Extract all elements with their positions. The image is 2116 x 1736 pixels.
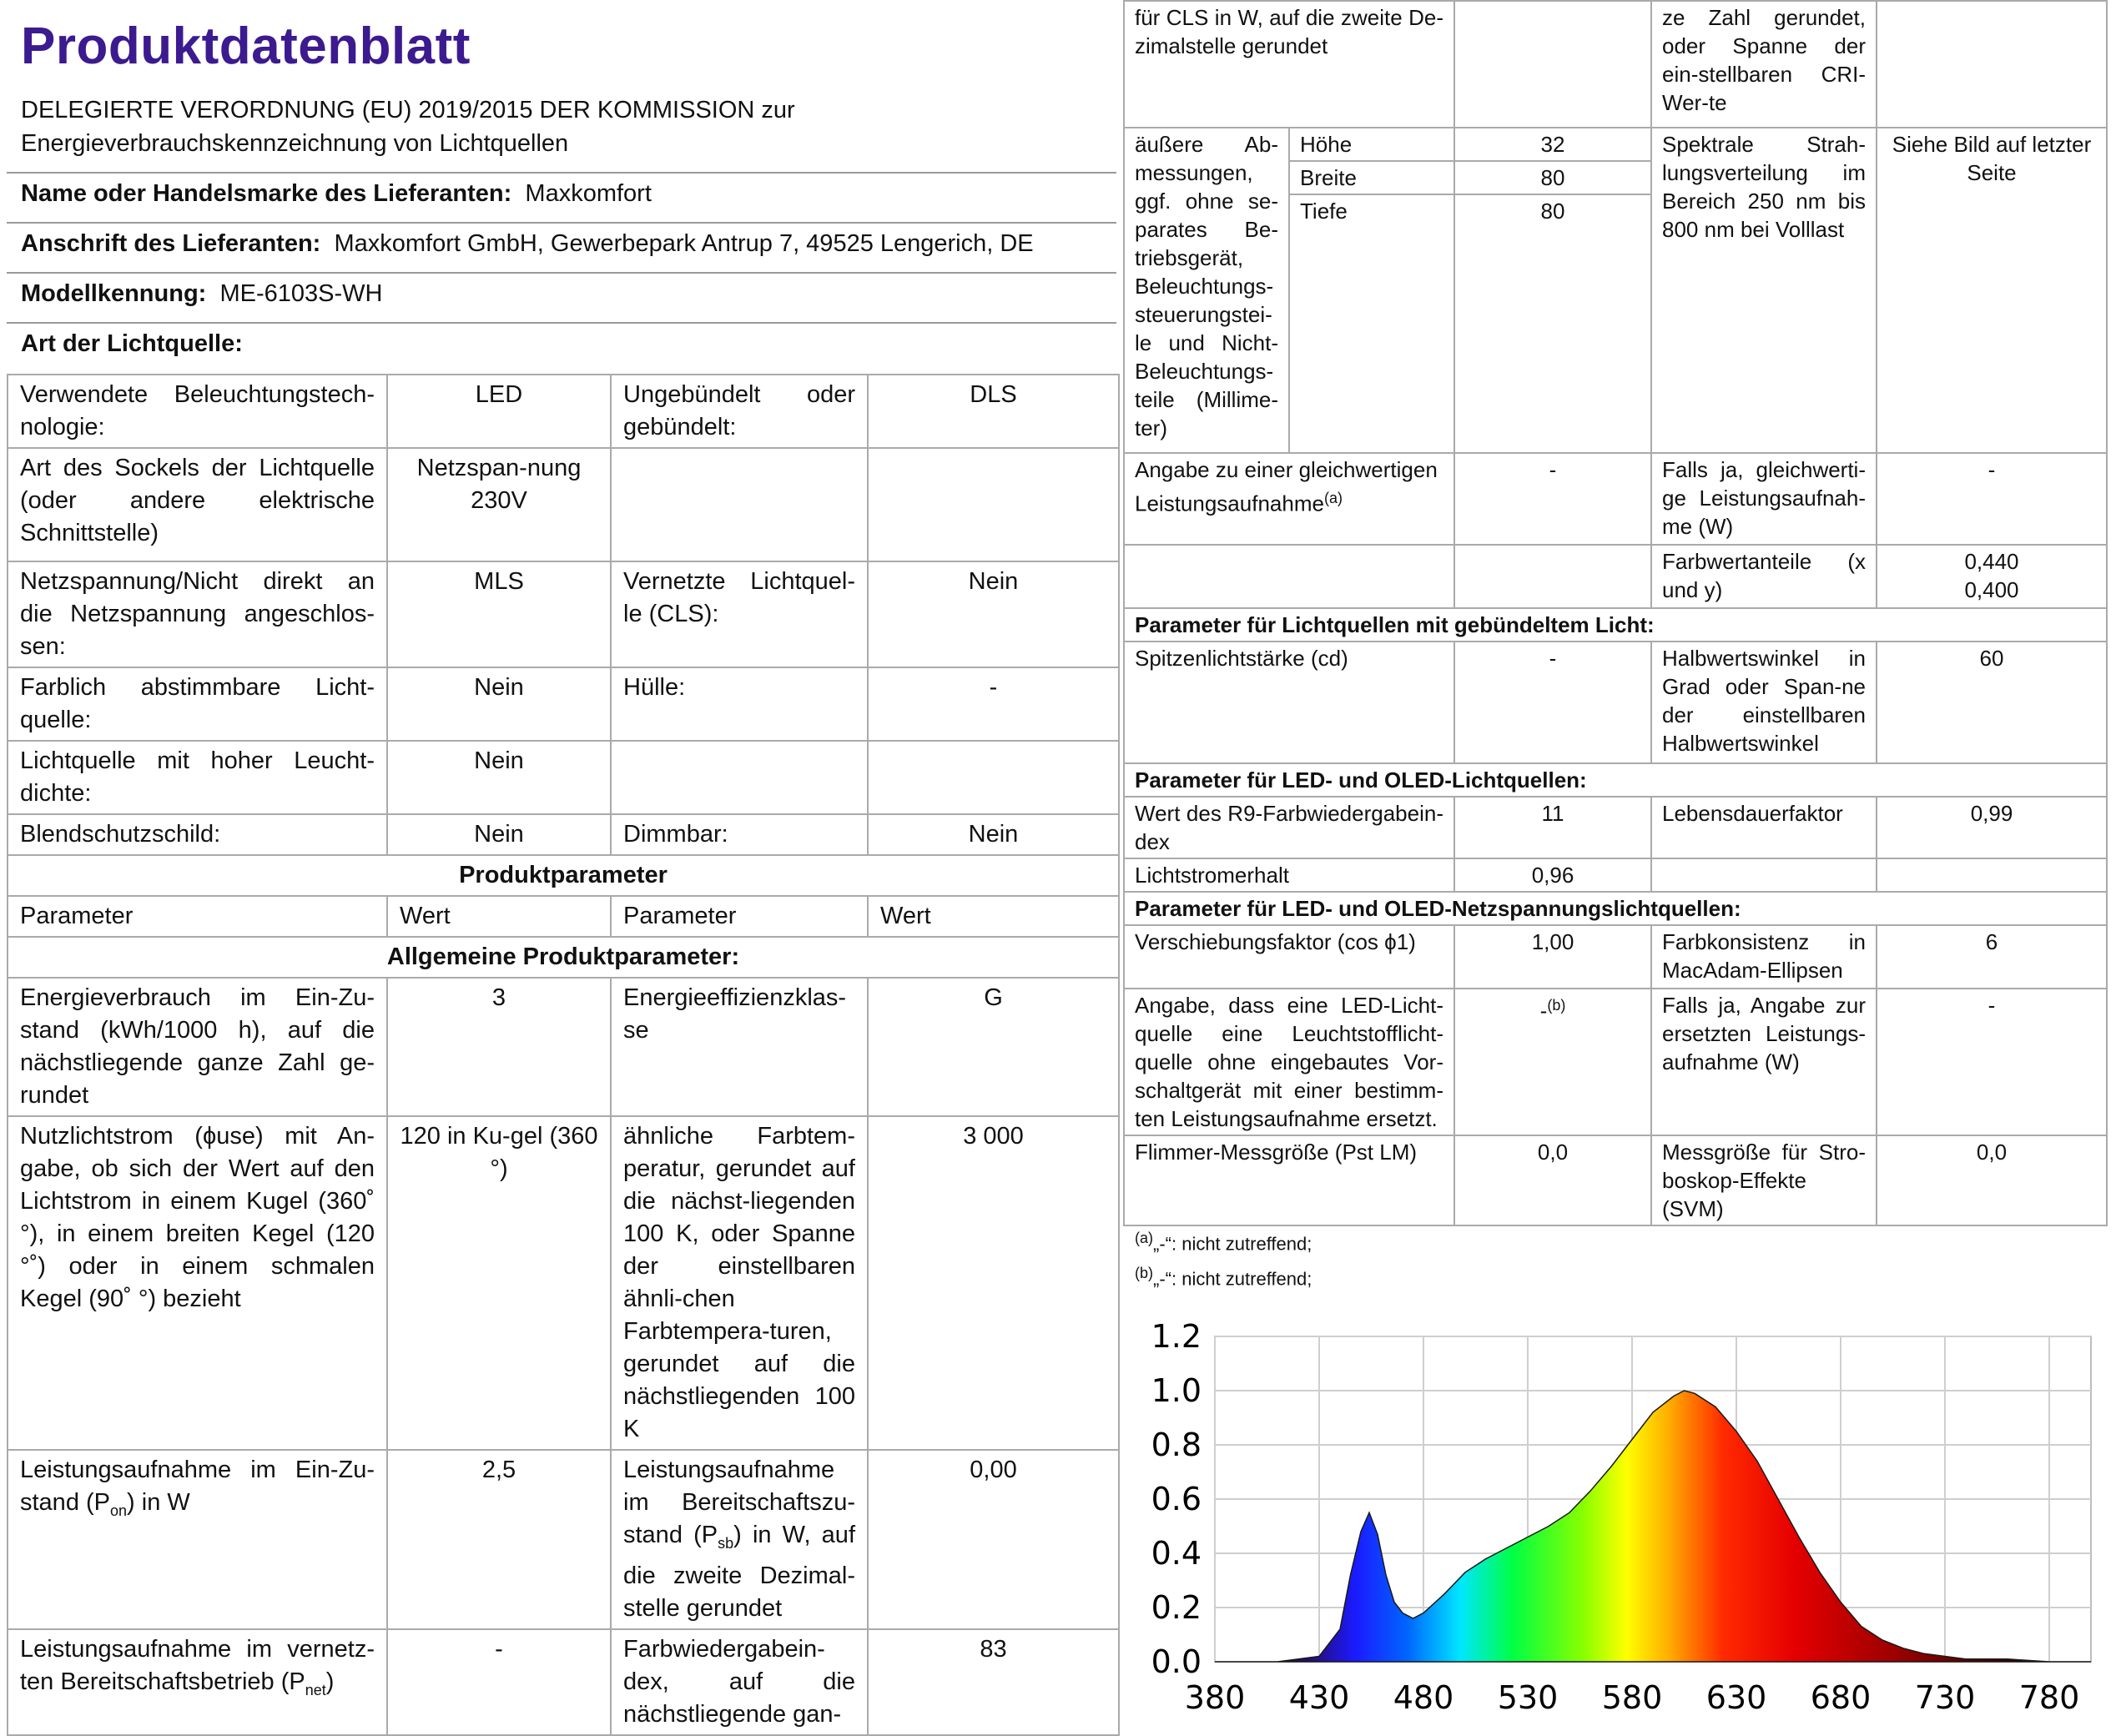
spectrum-area	[1215, 1391, 2091, 1662]
footnote-marker: (b)	[1135, 1265, 1153, 1281]
cell: 0,0	[1877, 1135, 2107, 1225]
table-row	[1124, 453, 2107, 545]
cell: 1,00	[1454, 925, 1651, 989]
cell: -	[1454, 642, 1651, 763]
footnote-b	[1135, 1265, 1312, 1290]
table-row	[8, 1116, 1119, 1450]
cell: 3 000	[868, 1116, 1119, 1450]
footnote-text: „-“: nicht zutreffend;	[1153, 1233, 1312, 1255]
cell: Verwendete Beleuchtungstech-nologie:	[8, 375, 387, 448]
footnote-marker: (a)	[1135, 1230, 1153, 1246]
cell: Netzspannung/Nicht direkt an die Netzspannung angeschlos-sen:	[8, 561, 387, 667]
section-heading: Parameter für LED- und OLED-Netzspannungslichtquellen:	[1124, 892, 2107, 925]
cell	[1454, 1, 1651, 128]
cell	[1454, 989, 1651, 1135]
table-row	[1124, 545, 2107, 608]
cell: Siehe Bild auf letzter Seite	[1877, 128, 2107, 453]
cell: Messgröße für Stro-boskop-Effekte (SVM)	[1651, 1135, 1877, 1225]
y-tick-label: 0.0	[1151, 1643, 1202, 1680]
y-tick-label: 0.6	[1151, 1481, 1202, 1517]
table-row	[8, 1450, 1119, 1629]
cell: Nein	[387, 741, 611, 814]
table-row	[1124, 128, 2107, 161]
cell: 120 in Ku-gel (360 °)	[387, 1116, 611, 1450]
cell: Nein	[387, 814, 611, 855]
left-parameter-table	[7, 374, 1120, 1736]
cell: Tiefe	[1289, 194, 1454, 453]
x-tick-label: 530	[1497, 1679, 1559, 1716]
supplier-row	[21, 177, 652, 210]
cell: Lichtquelle mit hoher Leucht-dichte:	[8, 741, 387, 814]
cell: Energieverbrauch im Ein-Zu-stand (kWh/1000 h), auf die nächstliegende ganze Zahl ge-rundet	[8, 978, 387, 1116]
table-row	[1124, 608, 2107, 642]
cell	[1877, 858, 2107, 892]
table-row	[1124, 925, 2107, 989]
cell: Spektrale Strah-lungsverteilung im Bereich 250 nm bis 800 nm bei Volllast	[1651, 128, 1877, 453]
address-value: Maxkomfort GmbH, Gewerbepark Antrup 7, 49525 Lengerich, DE	[334, 230, 1034, 257]
cell: Dimmbar:	[611, 814, 868, 855]
cell: LED	[387, 375, 611, 448]
cell-text: )	[325, 1668, 335, 1695]
table-row	[1124, 1, 2107, 128]
cell: für CLS in W, auf die zweite De-zimalstelle gerundet	[1124, 1, 1454, 128]
cell: ze Zahl gerundet, oder Spanne der ein-stellbaren CRI-Wer-te	[1651, 1, 1877, 128]
cell	[1124, 453, 1454, 545]
column-header: Parameter	[611, 896, 868, 937]
cell	[1124, 545, 1454, 608]
x-tick-label: 380	[1184, 1679, 1246, 1716]
column-header: Wert	[868, 896, 1119, 937]
cell	[1454, 545, 1651, 608]
cell: 3	[387, 978, 611, 1116]
cell	[8, 1629, 387, 1735]
cell: Nein	[868, 814, 1119, 855]
cell: Nein	[387, 667, 611, 741]
cell-text: ) in W, auf die zweite Dezimal-stelle gerundet	[623, 1522, 855, 1622]
section-heading: Parameter für LED- und OLED-Lichtquellen:	[1124, 763, 2107, 797]
cell: 80	[1454, 194, 1651, 453]
cell-text: Angabe zu einer gleichwertigen Leistungsaufnahme	[1135, 457, 1438, 516]
divider	[7, 172, 1116, 174]
cell: 83	[868, 1629, 1119, 1735]
cell: Farbwertanteile (x und y)	[1651, 545, 1877, 608]
cell: Nutzlichtstrom (ϕuse) mit An-gabe, ob sich der Wert auf den Lichtstrom in einem Kugel (360˚ °), in einem breiten Kegel (120 °˚) oder in einem schmalen Kegel (90˚ °) bezieht	[8, 1116, 387, 1450]
cell: Ungebündelt oder gebündelt:	[611, 375, 868, 448]
cell: Blendschutzschild:	[8, 814, 387, 855]
cell: Vernetzte Lichtquel-le (CLS):	[611, 561, 868, 667]
cell-text: -	[1539, 998, 1548, 1024]
cell: Energieeffizienzklas-se	[611, 978, 868, 1116]
cell: Farbwiedergabein-dex, auf die nächstliegende gan-	[611, 1629, 868, 1735]
x-tick-label: 680	[1810, 1679, 1872, 1716]
cell: Netzspan-nung 230V	[387, 448, 611, 561]
cell: Angabe, dass eine LED-Licht-quelle eine Leuchtstofflicht-quelle ohne eingebautes Vor-schaltgerät mit einer bestimm-ten Leistungsaufnahme ersetzt.	[1124, 989, 1454, 1135]
y-tick-label: 1.0	[1151, 1372, 1202, 1409]
supplier-value: Maxkomfort	[525, 180, 652, 207]
x-tick-label: 630	[1705, 1679, 1767, 1716]
cell: Farblich abstimmbare Licht-quelle:	[8, 667, 387, 741]
cell: 11	[1454, 797, 1651, 858]
footnote-ref: (b)	[1547, 997, 1566, 1014]
divider	[7, 322, 1116, 324]
cell: -	[868, 667, 1119, 741]
cell	[868, 741, 1119, 814]
dimensions-label: äußere Ab-messungen, ggf. ohne se-parates Be-triebsgerät, Beleuchtungs-steuerungstei-le und Nicht-Beleuchtungs-teile (Millime-ter)	[1124, 128, 1289, 453]
table-row	[8, 375, 1119, 448]
spectral-distribution-chart	[1123, 1310, 2116, 1717]
model-label: Modellkennung:	[21, 280, 207, 307]
cell: DLS	[868, 375, 1119, 448]
cell: Höhe	[1289, 128, 1454, 161]
table-row	[8, 667, 1119, 741]
cell: Art des Sockels der Lichtquelle (oder andere elektrische Schnittstelle)	[8, 448, 387, 561]
cell	[868, 448, 1119, 561]
y-tick-label: 0.4	[1151, 1535, 1202, 1572]
cell-text: Leistungsaufnahme im vernetz-ten Bereitschaftsbetrieb (P	[20, 1635, 375, 1695]
cell	[8, 1450, 387, 1629]
table-row	[8, 855, 1119, 896]
table-row	[1124, 763, 2107, 797]
supplier-label: Name oder Handelsmarke des Lieferanten:	[21, 180, 512, 207]
y-tick-label: 0.2	[1151, 1589, 1202, 1626]
cell: Hülle:	[611, 667, 868, 741]
right-page	[1123, 0, 2116, 1717]
table-row	[8, 1629, 1119, 1735]
table-row	[8, 448, 1119, 561]
cell: ähnliche Farbtem-peratur, gerundet auf die nächst-liegenden 100 K, oder Spanne der einstellbaren ähnli-chen Farbtempera-turen, gerundet auf die nächstliegenden 100 K	[611, 1116, 868, 1450]
cell	[611, 1450, 868, 1629]
table-header-row	[8, 896, 1119, 937]
x-tick-label: 480	[1393, 1679, 1454, 1716]
cell: Farbkonsistenz in MacAdam-Ellipsen	[1651, 925, 1877, 989]
cell: Lebensdauerfaktor	[1651, 797, 1877, 858]
cell-text: ) in W	[127, 1489, 190, 1516]
cell: 6	[1877, 925, 2107, 989]
cell: 32	[1454, 128, 1651, 161]
cell: 0,00	[868, 1450, 1119, 1629]
cell: Falls ja, Angabe zur ersetzten Leistungs-aufnahme (W)	[1651, 989, 1877, 1135]
table-row	[1124, 892, 2107, 925]
cell: -	[1454, 453, 1651, 545]
cell: MLS	[387, 561, 611, 667]
section-heading: Allgemeine Produktparameter:	[8, 937, 1119, 978]
cell: G	[868, 978, 1119, 1116]
table-row	[8, 978, 1119, 1116]
cell: -	[387, 1629, 611, 1735]
table-row	[1124, 1135, 2107, 1225]
footnote-a	[1135, 1230, 1312, 1255]
cell: Verschiebungsfaktor (cos ϕ1)	[1124, 925, 1454, 989]
type-label: Art der Lichtquelle:	[21, 330, 243, 357]
y-tick-label: 1.2	[1151, 1318, 1202, 1355]
x-axis-ticks	[1185, 1679, 2080, 1716]
footnote-text: „-“: nicht zutreffend;	[1153, 1268, 1312, 1290]
cell-text: Leistungsaufnahme im Bereitschaftszu-stand (P	[623, 1457, 855, 1548]
divider	[7, 222, 1116, 224]
y-axis-ticks	[1151, 1318, 1202, 1680]
cell: Flimmer-Messgröße (Pst LM)	[1124, 1135, 1454, 1225]
x-tick-label: 580	[1601, 1679, 1663, 1716]
cell: 80	[1454, 161, 1651, 194]
column-header: Wert	[387, 896, 611, 937]
address-label: Anschrift des Lieferanten:	[21, 230, 321, 257]
cell: Falls ja, gleichwerti-ge Leistungsaufnah-me (W)	[1651, 453, 1877, 545]
cell	[1877, 1, 2107, 128]
column-header: Parameter	[8, 896, 387, 937]
cell: Spitzenlichtstärke (cd)	[1124, 642, 1454, 763]
divider	[7, 272, 1116, 274]
subscript: sb	[718, 1534, 734, 1552]
model-value: ME-6103S-WH	[219, 280, 383, 307]
model-row	[21, 277, 382, 310]
section-heading: Produktparameter	[8, 855, 1119, 896]
cell: 60	[1877, 642, 2107, 763]
cell	[1877, 545, 2107, 608]
cell: 2,5	[387, 1450, 611, 1629]
x-tick-label: 780	[2018, 1679, 2080, 1716]
table-row	[8, 937, 1119, 978]
cell-text: Leistungsaufnahme im Ein-Zu-stand (P	[20, 1457, 375, 1516]
table-row	[1124, 797, 2107, 858]
subscript: on	[110, 1502, 128, 1519]
section-heading: Parameter für Lichtquellen mit gebündeltem Licht:	[1124, 608, 2107, 642]
cell	[611, 448, 868, 561]
table-row	[8, 561, 1119, 667]
document-subtitle: DELEGIERTE VERORDNUNG (EU) 2019/2015 DER KOMMISSION zur Energieverbrauchskennzeichnung von Lichtquellen	[21, 97, 795, 157]
footnote-ref: (a)	[1323, 490, 1343, 506]
subscript: net	[305, 1681, 326, 1698]
address-row	[21, 227, 1034, 260]
cell	[611, 741, 868, 814]
table-row	[1124, 989, 2107, 1135]
type-row	[21, 327, 243, 360]
cell: 0,0	[1454, 1135, 1651, 1225]
chromaticity-y: 0,400	[1964, 577, 2019, 602]
cell: Wert des R9-Farbwiedergabein-dex	[1124, 797, 1454, 858]
cell: 0,96	[1454, 858, 1651, 892]
right-parameter-table	[1123, 0, 2108, 1226]
document-title: Produktdatenblatt	[21, 18, 471, 75]
x-tick-label: 430	[1288, 1679, 1350, 1716]
cell: Lichtstromerhalt	[1124, 858, 1454, 892]
cell: -	[1877, 453, 2107, 545]
x-tick-label: 730	[1914, 1679, 1976, 1716]
y-tick-label: 0.8	[1151, 1427, 1202, 1463]
table-row	[1124, 858, 2107, 892]
table-row	[1124, 642, 2107, 763]
chromaticity-x: 0,440	[1964, 549, 2019, 574]
cell: Halbwertswinkel in Grad oder Span-ne der einstellbaren Halbwertswinkel	[1651, 642, 1877, 763]
table-row	[8, 814, 1119, 855]
cell: -	[1877, 989, 2107, 1135]
cell	[1651, 858, 1877, 892]
cell: Breite	[1289, 161, 1454, 194]
cell: 0,99	[1877, 797, 2107, 858]
table-row	[8, 741, 1119, 814]
cell: Nein	[868, 561, 1119, 667]
